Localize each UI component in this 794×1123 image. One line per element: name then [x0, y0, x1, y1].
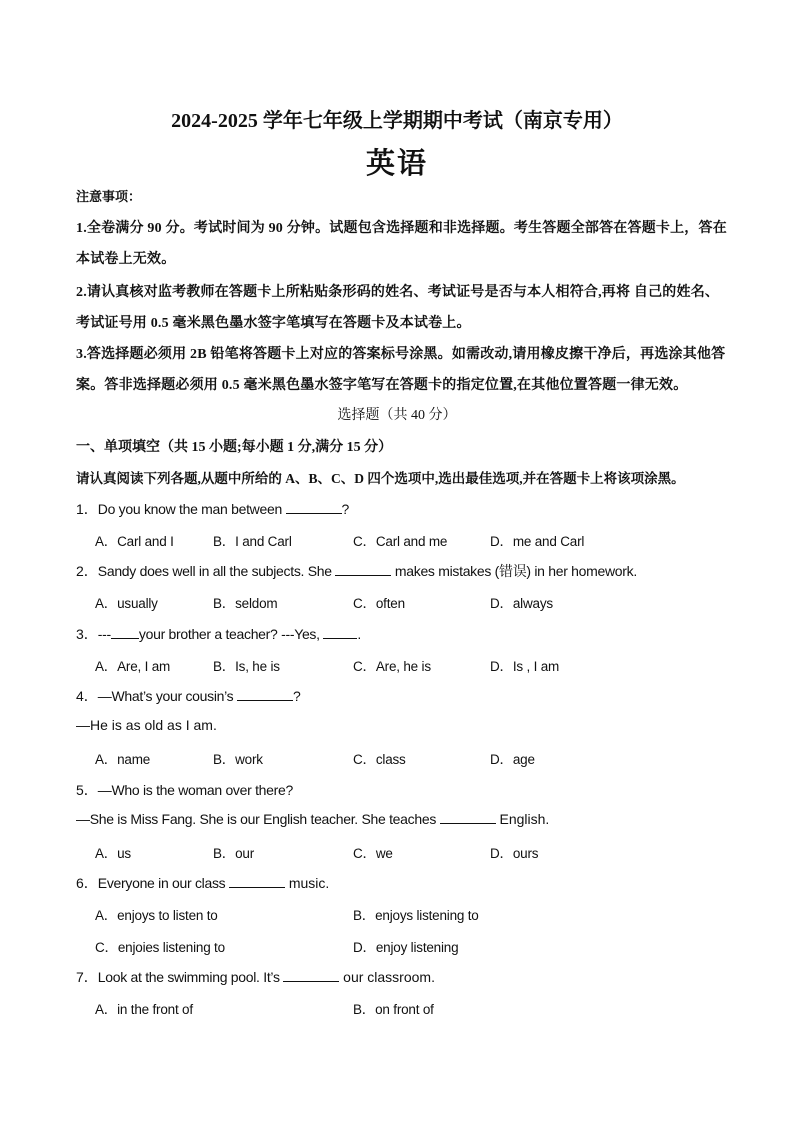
option-d: D．enjoy listening [353, 940, 459, 955]
question-5-reply [76, 811, 549, 827]
question-stem-end: English. [495, 811, 550, 827]
option-c: C．Are, he is [353, 659, 431, 674]
question-number: 7． [76, 969, 98, 985]
question-stem-end: our classroom. [339, 969, 435, 985]
answer-blank [323, 626, 357, 639]
notes-line-6: 案。答非选择题必须用 0.5 毫米黑色墨水签字笔写在答题卡的指定位置,在其他位置答题一律无效。 [76, 378, 688, 393]
option-b: B．on front of [353, 1002, 434, 1017]
question-stem: —Who is the woman over there? [97, 782, 293, 798]
option-b: B．seldom [213, 596, 278, 611]
question-stem-end: music. [284, 875, 330, 891]
option-d: D．always [490, 596, 553, 611]
option-c: C．often [353, 596, 405, 611]
question-2 [76, 561, 637, 581]
question-4-reply: —He is as old as I am. [76, 717, 217, 733]
notes-heading: 注意事项： [76, 189, 142, 204]
option-a: A．in the front of [95, 1002, 193, 1017]
answer-blank [440, 811, 496, 824]
question-stem-end: makes mistakes (错误) in her homework. [391, 563, 637, 579]
option-a: A．enjoys to listen to [95, 908, 218, 923]
option-c: C．we [353, 846, 393, 861]
question-number: 6． [76, 875, 98, 891]
option-d: D．me and Carl [490, 534, 585, 549]
option-b: B．Is, he is [213, 659, 280, 674]
question-number: 1． [76, 501, 98, 517]
option-c: C．class [353, 752, 406, 767]
answer-blank [283, 969, 339, 982]
option-b: B．our [213, 846, 255, 861]
question-number: 4． [76, 688, 98, 704]
option-a: A．Are, I am [95, 659, 171, 674]
question-number: 5． [76, 782, 98, 798]
question-stem: --- [97, 626, 111, 642]
option-b: B．enjoys listening to [353, 908, 479, 923]
notes-line-1: 1.全卷满分 90 分。考试时间为 90 分钟。试题包含选择题和非选择题。考生答题全部答在答题卡上，答在 [76, 221, 727, 236]
question-stem: Everyone in our class [97, 875, 229, 891]
option-d: D．Is , I am [490, 659, 560, 674]
question-stem: —She is Miss Fang. She is our English teacher. She teaches [76, 811, 440, 827]
question-7 [76, 967, 435, 987]
question-stem-end: ? [292, 688, 301, 704]
notes-line-3: 2.请认真核对监考教师在答题卡上所粘贴条形码的姓名、考试证号是否与本人相符合,再将 自己的姓名、 [76, 285, 720, 300]
exam-title: 2024-2025 学年七年级上学期期中考试（南京专用） [171, 110, 623, 132]
answer-blank [335, 563, 391, 576]
answer-blank [111, 626, 139, 639]
option-c: C．Carl and me [353, 534, 448, 549]
question-stem: —What’s your cousin’s [97, 688, 237, 704]
option-b: B．work [213, 752, 263, 767]
part-title: 一、单项填空（共 15 小题;每小题 1 分,满分 15 分） [76, 440, 393, 455]
question-number: 3． [76, 626, 98, 642]
option-d: D．age [490, 752, 535, 767]
option-c: C．enjoies listening to [95, 940, 225, 955]
notes-line-5: 3.答选择题必须用 2B 铅笔将答题卡上对应的答案标号涂黑。如需改动,请用橡皮擦干净后，再选涂其他答 [76, 347, 726, 362]
question-4 [76, 686, 301, 706]
answer-blank [229, 875, 285, 888]
subject-title: 英语 [365, 148, 428, 180]
option-a: A．usually [95, 596, 158, 611]
question-3 [76, 624, 361, 644]
question-stem-mid: your brother a teacher? ---Yes, [138, 626, 324, 642]
question-stem-end: . [357, 626, 362, 642]
section-heading: 选择题（共 40 分） [337, 408, 457, 423]
notes-line-2: 本试卷上无效。 [76, 252, 176, 267]
question-6 [76, 873, 329, 893]
answer-blank [237, 688, 293, 701]
question-1 [76, 499, 349, 519]
question-stem: Look at the swimming pool. It’s [97, 969, 284, 985]
option-a: A．name [95, 752, 151, 767]
answer-blank [286, 501, 342, 514]
part-instruction: 请认真阅读下列各题,从题中所给的 A、B、C、D 四个选项中,选出最佳选项,并在答题卡上将该项涂黑。 [76, 471, 685, 486]
question-stem: Do you know the man between [97, 501, 286, 517]
question-stem: Sandy does well in all the subjects. She [97, 563, 336, 579]
option-a: A．us [95, 846, 131, 861]
option-d: D．ours [490, 846, 539, 861]
question-number: 2． [76, 563, 98, 579]
option-a: A．Carl and I [95, 534, 174, 549]
question-5 [76, 780, 293, 800]
question-stem-end: ? [341, 501, 350, 517]
option-b: B．I and Carl [213, 534, 292, 549]
notes-line-4: 考试证号用 0.5 毫米黑色墨水签字笔填写在答题卡及本试卷上。 [76, 316, 471, 331]
